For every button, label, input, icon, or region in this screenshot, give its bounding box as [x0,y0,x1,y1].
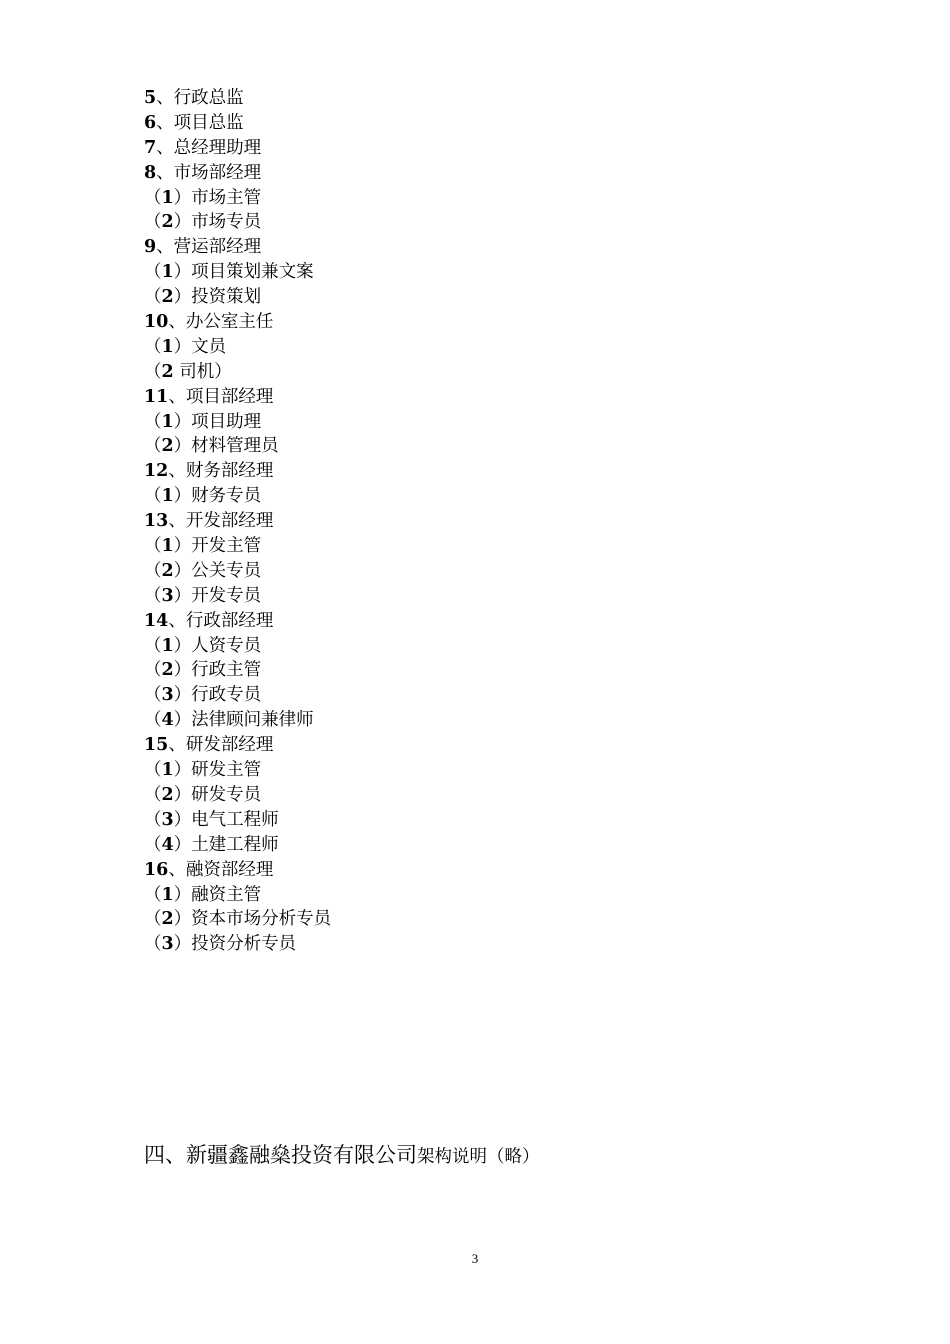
item-number: 10 [144,312,169,333]
item-open-paren: （ [144,809,162,830]
list-item-subposition [144,434,331,459]
list-item-subposition [144,907,331,932]
item-number: 13 [144,511,169,532]
item-number: 1 [161,187,174,208]
item-number: 3 [161,934,174,955]
item-label: 、行政部经理 [168,610,274,631]
item-label: 、开发部经理 [168,511,274,532]
list-item-position [144,858,331,883]
item-label: 、总经理助理 [156,137,262,158]
section-heading-tail: 架构说明（略） [417,1147,540,1167]
item-label: ）材料管理员 [173,436,279,457]
item-number: 2 [161,660,174,681]
item-label: 、办公室主任 [168,312,274,333]
item-number: 3 [161,585,174,606]
item-label: ）法律顾问兼律师 [173,710,314,731]
item-number: 14 [144,610,169,631]
list-item-subposition [144,559,331,584]
item-label: ）公关专员 [173,560,262,581]
item-number: 9 [144,237,157,258]
item-label: ）融资主管 [173,884,262,905]
page-number: 3 [471,1251,479,1266]
list-item-subposition [144,783,331,808]
item-open-paren: （ [144,585,162,606]
list-item-subposition [144,186,331,211]
item-number: 1 [161,760,174,781]
list-item-subposition [144,484,331,509]
item-number: 7 [144,137,157,158]
item-label: ）项目策划兼文案 [173,262,314,283]
item-open-paren: （ [144,784,162,805]
item-label: ）开发专员 [173,585,262,606]
item-number: 2 [161,909,174,930]
item-open-paren: （ [144,262,162,283]
item-open-paren: （ [144,710,162,731]
list-item-position [144,86,331,111]
list-item-position [144,459,331,484]
list-item-subposition [144,360,331,385]
item-open-paren: （ [144,760,162,781]
list-item-subposition [144,584,331,609]
list-item-subposition [144,210,331,235]
list-item-subposition [144,285,331,310]
item-label: ）行政主管 [173,660,262,681]
item-open-paren: （ [144,536,162,557]
item-label: ）研发主管 [173,760,262,781]
item-number: 1 [161,262,174,283]
item-label: 、市场部经理 [156,162,262,183]
item-open-paren: （ [144,685,162,706]
item-open-paren: （ [144,361,162,382]
list-item-position [144,609,331,634]
item-number: 3 [161,685,174,706]
item-open-paren: （ [144,287,162,308]
item-number: 6 [144,112,157,133]
list-item-subposition [144,683,331,708]
list-item-position [144,385,331,410]
list-item-subposition [144,708,331,733]
list-item-position [144,733,331,758]
item-label: ）电气工程师 [173,809,279,830]
list-item-subposition [144,658,331,683]
item-open-paren: （ [144,212,162,233]
item-number: 2 [161,287,174,308]
item-open-paren: （ [144,934,162,955]
item-open-paren: （ [144,436,162,457]
item-label: 、财务部经理 [168,461,274,482]
item-number: 2 [161,784,174,805]
list-item-subposition [144,932,331,957]
item-label: ）项目助理 [173,411,262,432]
list-item-subposition [144,534,331,559]
list-item-subposition [144,833,331,858]
section-heading-main: 四、新疆鑫融燊投资有限公司 [144,1143,417,1167]
item-number: 4 [161,834,174,855]
list-item-subposition [144,758,331,783]
item-number: 4 [161,710,174,731]
item-open-paren: （ [144,486,162,507]
item-label: 司机） [173,361,232,382]
section-heading [144,1140,540,1172]
item-number: 12 [144,461,169,482]
list-item-position [144,310,331,335]
item-label: 、营运部经理 [156,237,262,258]
item-number: 8 [144,162,157,183]
item-number: 5 [144,88,157,108]
item-label: 、项目总监 [156,112,244,133]
item-open-paren: （ [144,909,162,930]
item-number: 1 [161,411,174,432]
item-label: ）投资分析专员 [173,934,297,955]
list-item-position [144,111,331,136]
list-item-subposition [144,410,331,435]
item-label: ）土建工程师 [173,834,279,855]
item-number: 2 [161,436,174,457]
item-number: 16 [144,859,169,880]
item-open-paren: （ [144,660,162,681]
item-open-paren: （ [144,884,162,905]
list-item-subposition [144,883,331,908]
item-number: 15 [144,735,169,756]
item-label: ）文员 [173,336,227,357]
item-number: 2 [161,212,174,233]
item-label: 、行政总监 [156,88,244,108]
item-number: 1 [161,486,174,507]
item-number: 1 [161,536,174,557]
list-item-subposition [144,335,331,360]
position-list [144,86,331,957]
item-label: 、项目部经理 [168,386,274,407]
item-label: ）资本市场分析专员 [173,909,332,930]
list-item-subposition [144,634,331,659]
list-item-subposition [144,808,331,833]
list-item-position [144,136,331,161]
item-open-paren: （ [144,411,162,432]
list-item-subposition [144,260,331,285]
list-item-position [144,509,331,534]
item-label: ）研发专员 [173,784,262,805]
item-open-paren: （ [144,635,162,656]
item-label: ）人资专员 [173,635,262,656]
item-number: 3 [161,809,174,830]
list-item-position [144,161,331,186]
item-label: ）开发主管 [173,536,262,557]
item-label: ）行政专员 [173,685,262,706]
item-number: 1 [161,884,174,905]
list-item-position [144,235,331,260]
item-number: 1 [161,635,174,656]
item-label: ）财务专员 [173,486,262,507]
item-label: ）市场主管 [173,187,262,208]
item-number: 2 [161,361,174,382]
item-open-paren: （ [144,560,162,581]
item-number: 11 [144,386,169,407]
item-number: 2 [161,560,174,581]
item-label: ）市场专员 [173,212,262,233]
item-label: 、研发部经理 [168,735,274,756]
item-open-paren: （ [144,336,162,357]
item-label: ）投资策划 [173,287,262,308]
item-open-paren: （ [144,187,162,208]
item-number: 1 [161,336,174,357]
item-label: 、融资部经理 [168,859,274,880]
item-open-paren: （ [144,834,162,855]
